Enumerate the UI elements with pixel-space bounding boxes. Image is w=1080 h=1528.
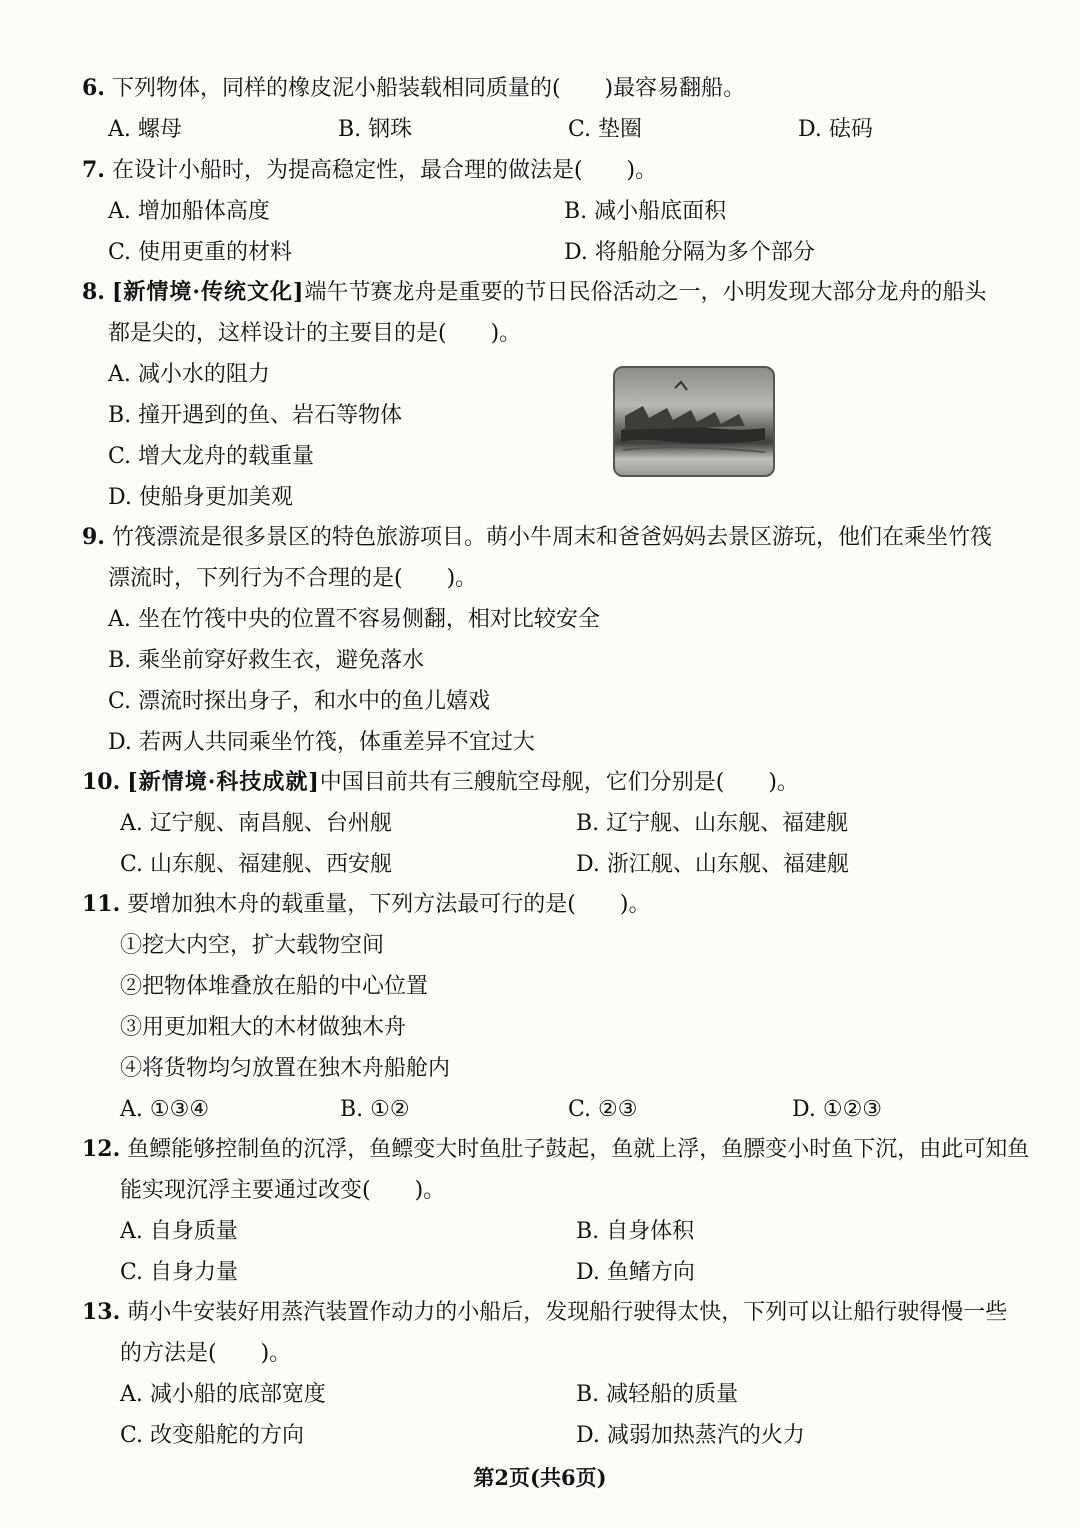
option-a: A. ①③④ xyxy=(120,1097,210,1122)
option-b: B. 钢珠 xyxy=(338,117,413,142)
question-12 xyxy=(82,1129,1040,1293)
option-b: B. 辽宁舰、山东舰、福建舰 xyxy=(576,811,849,836)
question-7 xyxy=(82,150,1040,273)
page-footer: 第2页(共6页) xyxy=(473,1465,607,1490)
question-stem-continued: 漂流时，下列行为不合理的是( )。 xyxy=(108,566,478,591)
statement-2: ②把物体堆叠放在船的中心位置 xyxy=(120,974,429,999)
options xyxy=(82,354,1040,518)
options xyxy=(82,109,1040,150)
option-d: D. 使船身更加美观 xyxy=(108,485,293,510)
option-d: D. 将船舱分隔为多个部分 xyxy=(564,240,815,265)
question-13 xyxy=(82,1292,1040,1456)
option-d: D. 砝码 xyxy=(798,117,873,142)
question-number: 13. xyxy=(82,1299,121,1325)
option-b: B. 减小船底面积 xyxy=(564,199,727,224)
option-d: D. 若两人共同乘坐竹筏，体重差异不宜过大 xyxy=(108,730,535,755)
options xyxy=(82,1089,1040,1130)
dragon-boat-photo xyxy=(613,366,775,477)
question-6 xyxy=(82,68,1040,150)
option-a: A. 减小船的底部宽度 xyxy=(120,1382,326,1407)
option-c: C. 改变船舵的方向 xyxy=(120,1423,305,1448)
question-number: 12. xyxy=(82,1136,121,1162)
option-b: B. 减轻船的质量 xyxy=(576,1382,739,1407)
question-9 xyxy=(82,517,1040,763)
question-number: 7. xyxy=(82,157,105,183)
question-stem: 9. 竹筏漂流是很多景区的特色旅游项目。萌小牛周末和爸爸妈妈去景区游玩，他们在乘坐竹筏 xyxy=(82,524,992,550)
option-c: C. 使用更重的材料 xyxy=(108,240,293,265)
question-stem: 11. 要增加独木舟的载重量，下列方法最可行的是( )。 xyxy=(82,891,651,917)
option-a: A. 自身质量 xyxy=(120,1219,238,1244)
question-number: 11. xyxy=(82,891,121,917)
option-c: C. 垫圈 xyxy=(568,117,643,142)
option-d: D. 鱼鳍方向 xyxy=(576,1260,695,1285)
option-c: C. ②③ xyxy=(568,1097,638,1122)
question-stem: 8. [新情境·传统文化]端午节赛龙舟是重要的节日民俗活动之一，小明发现大部分龙舟的船头 xyxy=(82,279,987,305)
question-10 xyxy=(82,762,1040,885)
option-a: A. 增加船体高度 xyxy=(108,199,270,224)
dragon-boat-icon xyxy=(615,368,773,475)
question-stem-continued: 能实现沉浮主要通过改变( )。 xyxy=(120,1178,446,1203)
option-c: C. 增大龙舟的载重量 xyxy=(108,444,315,469)
option-c: C. 自身力量 xyxy=(120,1260,239,1285)
question-11 xyxy=(82,884,1040,1130)
option-a: A. 减小水的阻力 xyxy=(108,362,270,387)
option-c: C. 漂流时探出身子，和水中的鱼儿嬉戏 xyxy=(108,689,491,714)
options xyxy=(82,1374,1040,1456)
options xyxy=(82,191,1040,273)
question-stem: 13. 萌小牛安装好用蒸汽装置作动力的小船后，发现船行驶得太快，下列可以让船行驶得慢一些 xyxy=(82,1299,1008,1325)
question-number: 10. xyxy=(82,769,121,795)
statements xyxy=(82,925,1040,1089)
option-b: B. ①② xyxy=(340,1097,410,1122)
question-number: 8. xyxy=(82,279,105,305)
option-b: B. 自身体积 xyxy=(576,1219,695,1244)
option-c: C. 山东舰、福建舰、西安舰 xyxy=(120,852,393,877)
options xyxy=(82,599,1040,763)
question-stem-continued: 的方法是( )。 xyxy=(120,1341,292,1366)
question-stem: 10. [新情境·科技成就]中国目前共有三艘航空母舰，它们分别是( )。 xyxy=(82,769,799,795)
options xyxy=(82,803,1040,885)
option-a: A. 辽宁舰、南昌舰、台州舰 xyxy=(120,811,392,836)
question-stem-continued: 都是尖的，这样设计的主要目的是( )。 xyxy=(108,321,522,346)
option-b: B. 乘坐前穿好救生衣，避免落水 xyxy=(108,648,425,673)
statement-1: ①挖大内空，扩大载物空间 xyxy=(120,933,385,958)
options xyxy=(82,1211,1040,1293)
question-stem: 7. 在设计小船时，为提高稳定性，最合理的做法是( )。 xyxy=(82,157,658,183)
option-d: D. ①②③ xyxy=(792,1097,883,1122)
statement-3: ③用更加粗大的木材做独木舟 xyxy=(120,1015,407,1040)
option-d: D. 浙江舰、山东舰、福建舰 xyxy=(576,852,849,877)
question-number: 6. xyxy=(82,75,105,101)
context-tag: [新情境·科技成就] xyxy=(127,769,320,795)
option-b: B. 撞开遇到的鱼、岩石等物体 xyxy=(108,403,403,428)
question-stem: 6. 下列物体，同样的橡皮泥小船装载相同质量的( )最容易翻船。 xyxy=(82,75,746,101)
question-number: 9. xyxy=(82,524,105,550)
option-a: A. 螺母 xyxy=(108,117,182,142)
question-8 xyxy=(82,272,1040,518)
option-a: A. 坐在竹筏中央的位置不容易侧翻，相对比较安全 xyxy=(108,607,600,632)
statement-4: ④将货物均匀放置在独木舟船舱内 xyxy=(120,1056,451,1081)
question-stem: 12. 鱼鳔能够控制鱼的沉浮，鱼鳔变大时鱼肚子鼓起，鱼就上浮，鱼膘变小时鱼下沉，由此可知鱼 xyxy=(82,1136,1030,1162)
option-d: D. 减弱加热蒸汽的火力 xyxy=(576,1423,805,1448)
context-tag: [新情境·传统文化] xyxy=(111,279,305,305)
